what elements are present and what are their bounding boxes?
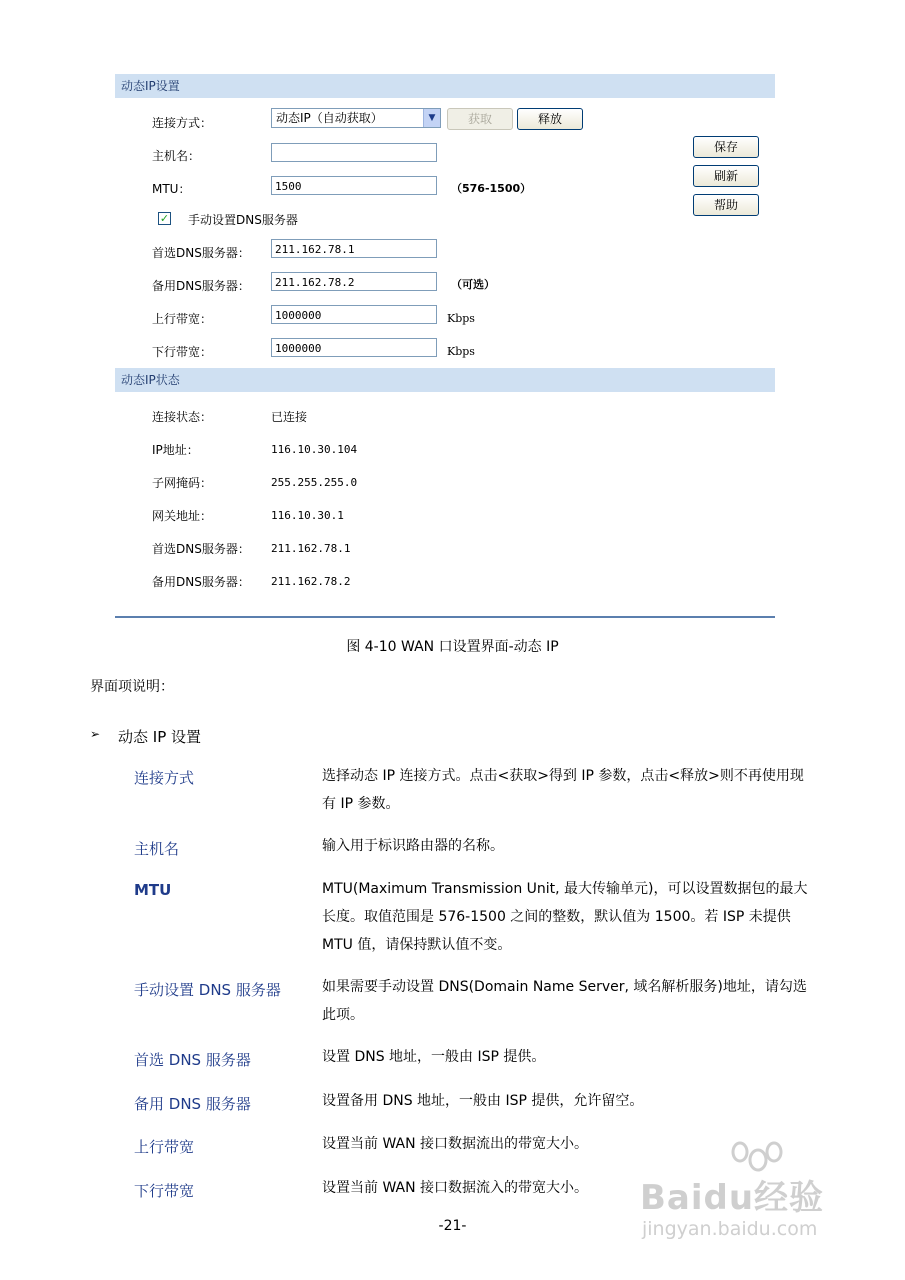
help-button[interactable]: 帮助	[693, 194, 759, 216]
desc-primary-dns: 设置 DNS 地址，一般由 ISP 提供。	[322, 1049, 546, 1065]
manual-dns-checkbox[interactable]: ✓	[159, 212, 170, 225]
release-button[interactable]: 释放	[517, 108, 583, 130]
downstream-unit: Kbps	[447, 345, 475, 358]
term-manual-dns: 手动设置 DNS 服务器	[134, 981, 281, 999]
intro-text: 界面项说明：	[90, 679, 174, 695]
obtain-button[interactable]: 获取	[447, 108, 513, 130]
optional-hint: （可选）	[451, 278, 495, 291]
watermark-url: jingyan.baidu.com	[642, 1218, 818, 1240]
figure-caption: 图 4-10 WAN 口设置界面-动态 IP	[346, 639, 559, 655]
section-header-status: 动态IP状态	[115, 368, 775, 392]
secondary-dns-label: 备用DNS服务器：	[152, 279, 250, 293]
term-secondary-dns: 备用 DNS 服务器	[134, 1095, 251, 1113]
status-value: 211.162.78.1	[271, 542, 351, 555]
panel-divider	[115, 616, 775, 618]
status-value: 211.162.78.2	[271, 575, 351, 588]
secondary-dns-input[interactable]: 211.162.78.2	[271, 272, 437, 291]
baidu-watermark	[640, 1140, 860, 1250]
hostname-input[interactable]	[271, 143, 437, 162]
save-button[interactable]: 保存	[693, 136, 759, 158]
term-mtu: MTU	[134, 881, 172, 899]
chevron-down-icon[interactable]: ▼	[423, 109, 440, 127]
mtu-input[interactable]: 1500	[271, 176, 437, 195]
term-primary-dns: 首选 DNS 服务器	[134, 1051, 251, 1069]
desc-manual-dns: 如果需要手动设置 DNS(Domain Name Server, 域名解析服务)地址，请勾选此项。	[322, 979, 807, 1023]
term-downstream: 下行带宽	[134, 1182, 195, 1200]
desc-connection-type: 选择动态 IP 连接方式。点击<获取>得到 IP 参数，点击<释放>则不再使用现有 IP 参数。	[322, 768, 804, 812]
upstream-bandwidth-input[interactable]: 1000000	[271, 305, 437, 324]
downstream-bandwidth-input[interactable]: 1000000	[271, 338, 437, 357]
manual-dns-label: 手动设置DNS服务器	[188, 213, 298, 227]
status-value: 已连接	[271, 410, 308, 424]
watermark-brand: Baidu经验	[640, 1178, 825, 1218]
desc-secondary-dns: 设置备用 DNS 地址，一般由 ISP 提供，允许留空。	[322, 1093, 644, 1109]
status-value: 255.255.255.0	[271, 476, 358, 489]
status-label: IP地址：	[152, 443, 199, 457]
primary-dns-input[interactable]: 211.162.78.1	[271, 239, 437, 258]
desc-hostname: 输入用于标识路由器的名称。	[322, 838, 504, 854]
status-value: 116.10.30.1	[271, 509, 344, 522]
primary-dns-label: 首选DNS服务器：	[152, 246, 250, 260]
upstream-unit: Kbps	[447, 312, 475, 325]
term-connection-type: 连接方式	[134, 769, 195, 787]
refresh-button[interactable]: 刷新	[693, 165, 759, 187]
mtu-range-hint: （576-1500）	[451, 182, 532, 195]
status-label: 连接状态：	[152, 410, 213, 424]
section-header-settings: 动态IP设置	[115, 74, 775, 98]
status-label: 备用DNS服务器：	[152, 575, 250, 589]
downstream-bandwidth-label: 下行带宽：	[152, 345, 213, 359]
dynamic-ip-panel	[115, 74, 775, 618]
status-value: 116.10.30.104	[271, 443, 358, 456]
bullet-title: 动态 IP 设置	[118, 728, 202, 746]
connection-type-select[interactable]	[271, 108, 441, 128]
term-hostname: 主机名	[134, 840, 180, 858]
page-number: -21-	[438, 1218, 467, 1234]
term-upstream: 上行带宽	[134, 1138, 195, 1156]
connection-type-value: 动态IP（自动获取）	[276, 111, 383, 125]
bullet-arrow-icon: ➢	[90, 727, 101, 741]
status-label: 子网掩码：	[152, 476, 213, 490]
upstream-bandwidth-label: 上行带宽：	[152, 312, 213, 326]
desc-mtu: MTU(Maximum Transmission Unit, 最大传输单元)，可以设置数据包的最大长度。取值范围是 576-1500 之间的整数，默认值为 1500。若 ISP 未提供 MTU 值，请保持默认值不变。	[322, 881, 808, 953]
desc-upstream: 设置当前 WAN 接口数据流出的带宽大小。	[322, 1136, 589, 1152]
status-label: 网关地址：	[152, 509, 213, 523]
hostname-label: 主机名：	[152, 149, 201, 163]
mtu-label: MTU：	[152, 182, 191, 196]
status-label: 首选DNS服务器：	[152, 542, 250, 556]
desc-downstream: 设置当前 WAN 接口数据流入的带宽大小。	[322, 1180, 589, 1196]
connection-type-label: 连接方式：	[152, 116, 213, 130]
